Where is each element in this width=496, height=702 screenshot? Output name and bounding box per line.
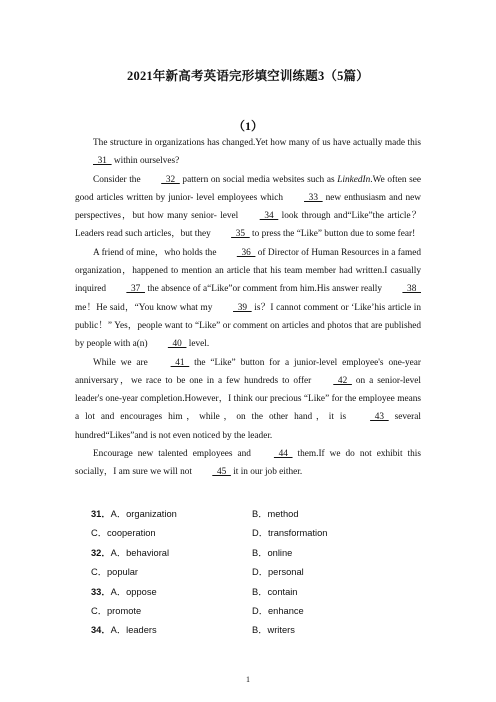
- passage-text: .We often see good articles written by junior- level employees which: [75, 174, 421, 203]
- blank-33: 33: [304, 192, 323, 203]
- document-title: 2021年新高考英语完形填空训练题3（5篇）: [127, 69, 369, 83]
- option-letter: B．: [252, 625, 268, 636]
- option-b: [252, 544, 411, 563]
- option-text: transformation: [268, 528, 328, 539]
- option-text: method: [267, 509, 299, 519]
- option-text: popular: [107, 567, 139, 578]
- passage-text: the absence of a“Like”or comment from him.His answer really: [144, 284, 385, 295]
- blank-32: 32: [161, 174, 180, 185]
- option-letter: C．: [91, 528, 108, 539]
- option-a: [91, 583, 252, 602]
- blank-38: 38: [402, 284, 421, 295]
- question-number: 32．: [91, 547, 111, 558]
- passage-text: them.If we do not exhibit this socially，I am sure we will not: [75, 449, 421, 478]
- blank-39: 39: [233, 302, 252, 313]
- option-b: [252, 505, 411, 524]
- option-row: [91, 563, 411, 582]
- option-b: [252, 621, 411, 640]
- option-c: [91, 563, 252, 582]
- passage-text: A friend of mine，who holds the: [93, 247, 219, 258]
- option-row: [91, 505, 411, 524]
- passage-paragraph: [75, 354, 421, 445]
- option-letter: B．: [252, 586, 268, 597]
- option-row: [91, 583, 411, 602]
- blank-37: 37: [126, 284, 145, 295]
- blank-35: 35: [231, 229, 250, 240]
- passage-text: of Director of Human Resources in a famed organization，happened to mention an article that his team member had written.I casually inquired: [75, 247, 421, 295]
- option-text: oppose: [126, 586, 157, 597]
- passage-paragraph: [75, 171, 421, 244]
- answer-options: [91, 505, 411, 641]
- question-number: 33．: [91, 586, 111, 597]
- passage-text: several hundred“Likes”and is not even noticed by the leader.: [75, 412, 421, 441]
- blank-45: 45: [212, 467, 231, 478]
- passage-text: within ourselves?: [111, 156, 180, 167]
- passage-paragraph: [75, 445, 421, 482]
- passage-text: on a senior-level leader's one-year completion.However，I think our precious “Like” for the employee means a lot and encourages him，while，on the other hand，it is: [75, 375, 421, 423]
- blank-40: 40: [167, 339, 187, 350]
- blank-42: 42: [333, 375, 352, 386]
- passage-text: to press the “Like” button due to some fear!: [249, 229, 416, 240]
- option-text: behavioral: [126, 547, 170, 558]
- blank-44: 44: [273, 449, 293, 460]
- option-a: [91, 621, 252, 640]
- passage-text: pattern on social media websites such as: [179, 174, 338, 185]
- option-text: organization: [126, 509, 177, 519]
- passage-paragraph: [75, 244, 421, 354]
- option-text: writers: [267, 625, 295, 636]
- option-a: [91, 505, 252, 524]
- option-d: [252, 524, 411, 543]
- passage-text: it in our job either.: [230, 467, 303, 478]
- option-row: [91, 544, 411, 563]
- option-c: [91, 602, 252, 621]
- option-a: [91, 544, 252, 563]
- passage-text: Consider the: [93, 174, 144, 185]
- option-letter: A．: [110, 509, 127, 519]
- blank-41: 41: [170, 357, 190, 368]
- blank-31: 31: [93, 156, 112, 167]
- blank-36: 36: [236, 247, 256, 258]
- passage-text: level.: [186, 339, 210, 350]
- option-text: cooperation: [107, 528, 156, 539]
- option-letter: A．: [110, 625, 127, 636]
- option-d: [252, 563, 411, 582]
- option-letter: B．: [252, 509, 268, 519]
- option-b: [252, 583, 411, 602]
- passage-text: the “Like” button for a junior-level employee's one-year anniversary，we race to be one in a few hundreds to offer: [75, 357, 421, 386]
- question-number: 31．: [91, 509, 111, 519]
- passage-text: look through and“Like”the article？ Leaders read such articles，but they: [75, 211, 422, 240]
- option-text: online: [267, 547, 293, 558]
- option-letter: D．: [252, 567, 269, 578]
- passage-body: [75, 134, 421, 482]
- option-text: promote: [107, 605, 142, 616]
- option-text: contain: [267, 586, 298, 597]
- option-d: [252, 602, 411, 621]
- passage-text: The structure in organizations has changed.Yet how many of us have actually made this: [93, 138, 421, 148]
- option-text: personal: [268, 567, 304, 578]
- option-text: leaders: [126, 625, 157, 636]
- option-row: [91, 621, 411, 640]
- option-row: [91, 524, 411, 543]
- passage-text: new enthusiasm and new perspectives，but how many senior- level: [75, 192, 422, 222]
- passage-text: Encourage new talented employees and: [93, 449, 256, 460]
- question-number: 34．: [91, 625, 111, 636]
- option-c: [91, 524, 252, 543]
- option-letter: A．: [110, 586, 127, 597]
- page-number: 1: [246, 675, 250, 684]
- passage-text: While we are: [93, 357, 153, 368]
- option-letter: B．: [252, 547, 268, 558]
- blank-43: 43: [370, 412, 389, 423]
- option-letter: D．: [252, 605, 269, 616]
- passage-text: is？I cannot comment or ‘Like’his article in public！” Yes，people want to “Like” or comment on articles and photos that are published by people with a(n): [75, 302, 421, 350]
- option-letter: D．: [252, 528, 269, 539]
- passage-text: me！He said，“You know what my: [75, 302, 216, 313]
- passage-number: （1）: [232, 119, 263, 133]
- option-letter: C．: [91, 605, 108, 616]
- option-letter: A．: [110, 547, 127, 558]
- blank-34: 34: [259, 211, 279, 222]
- italic-text: LinkedIn: [337, 174, 371, 185]
- option-letter: C．: [91, 567, 108, 578]
- passage-paragraph: [75, 134, 421, 171]
- option-text: enhance: [268, 605, 304, 616]
- option-row: [91, 602, 411, 621]
